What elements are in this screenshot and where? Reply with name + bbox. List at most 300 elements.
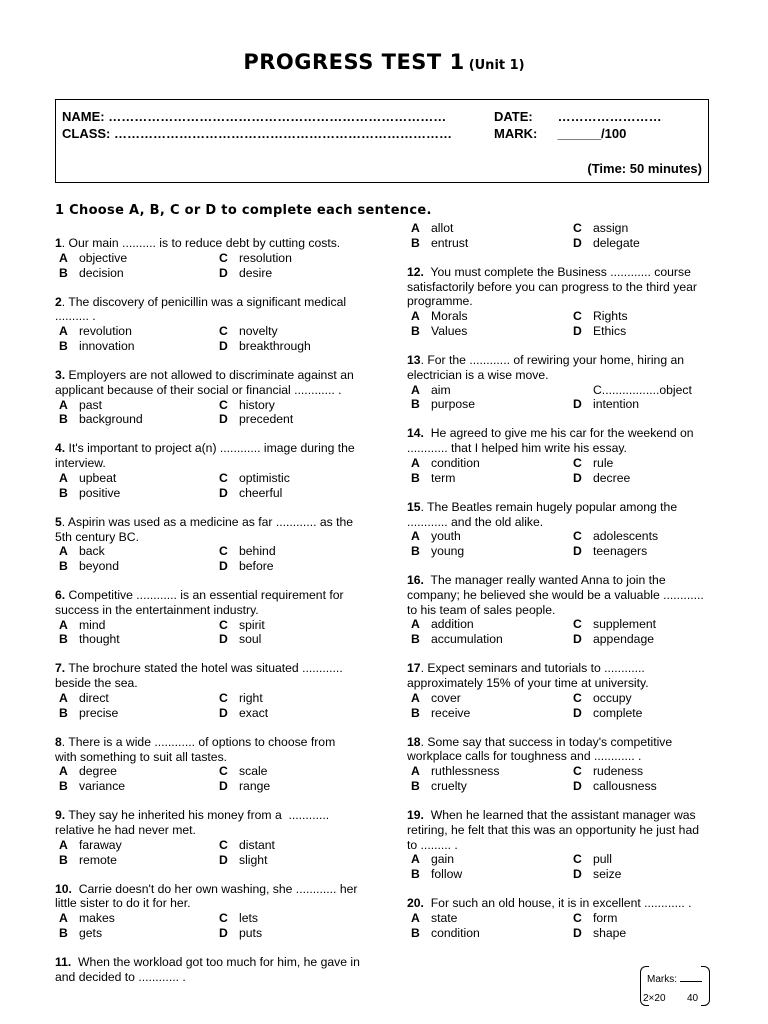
- question-stem: [407, 500, 707, 530]
- option-a[interactable]: [55, 471, 215, 486]
- question-item: [407, 265, 707, 339]
- option-text: C.................object: [593, 382, 692, 397]
- question-number: 9.: [55, 808, 66, 823]
- option-c[interactable]: [569, 911, 709, 926]
- option-c[interactable]: [215, 324, 355, 339]
- option-c[interactable]: [569, 852, 709, 867]
- question-item: [407, 896, 707, 940]
- option-text: remote: [79, 852, 117, 867]
- option-c[interactable]: [215, 764, 355, 779]
- option-c[interactable]: [569, 617, 709, 632]
- option-text: assign: [593, 221, 629, 235]
- option-text: thought: [79, 632, 120, 647]
- option-b[interactable]: [55, 559, 215, 574]
- time-limit: (Time: 50 minutes): [587, 161, 702, 176]
- question-item: [55, 661, 360, 720]
- question-text: . Aspirin was used as a medicine as far ............ as the 5th century BC.: [55, 514, 357, 544]
- question-number: 1: [55, 236, 62, 250]
- option-c[interactable]: [215, 618, 355, 633]
- option-c[interactable]: [215, 398, 355, 413]
- option-c[interactable]: [569, 456, 709, 471]
- option-letter: D: [219, 852, 228, 867]
- option-d[interactable]: [569, 544, 709, 559]
- option-letter: C: [573, 455, 582, 470]
- question-text: For such an old house, it is in excellent ............ .: [423, 896, 692, 911]
- question-item: [407, 353, 707, 412]
- answer-options: [55, 324, 360, 354]
- question-stem: [407, 426, 707, 456]
- option-text: variance: [79, 779, 126, 794]
- option-text: exact: [239, 705, 269, 720]
- class-row: [62, 126, 452, 141]
- question-number: 16.: [407, 573, 424, 588]
- option-a[interactable]: [407, 383, 569, 398]
- page-title: [0, 50, 768, 74]
- option-b[interactable]: [407, 397, 569, 412]
- option-letter: D: [573, 779, 582, 794]
- option-b[interactable]: [55, 412, 215, 427]
- question-number: 6.: [55, 588, 66, 603]
- option-letter: C: [573, 910, 582, 925]
- option-text: precise: [79, 705, 119, 720]
- option-d[interactable]: [569, 779, 709, 794]
- option-c[interactable]: [215, 471, 355, 486]
- question-item: [55, 515, 360, 574]
- question-item: [55, 735, 360, 794]
- answer-options: [407, 309, 707, 339]
- option-d[interactable]: [215, 266, 355, 281]
- option-letter: A: [411, 309, 420, 324]
- option-b[interactable]: [55, 779, 215, 794]
- option-a[interactable]: [407, 617, 569, 632]
- option-d[interactable]: [569, 471, 709, 486]
- option-text: addition: [431, 617, 474, 632]
- option-letter: D: [573, 705, 582, 720]
- option-letter: A: [411, 764, 420, 779]
- marks-label: Marks:: [647, 974, 677, 985]
- question-text: When he learned that the assistant manager was retiring, he felt that this was an opportunity he just had to ......... .: [407, 808, 703, 852]
- class-label: CLASS:: [62, 126, 111, 141]
- option-text: adolescents: [593, 529, 659, 544]
- option-letter: D: [219, 632, 228, 647]
- question-item: [55, 882, 360, 941]
- answer-options: [407, 911, 707, 941]
- answer-options: [55, 251, 360, 281]
- option-text: makes: [79, 911, 115, 926]
- name-label: NAME:: [62, 109, 105, 124]
- question-item: [407, 573, 707, 647]
- option-text: pull: [593, 852, 612, 867]
- option-c[interactable]: [215, 838, 355, 853]
- option-text: decree: [593, 470, 631, 485]
- name-row: [62, 109, 446, 124]
- option-letter: B: [59, 705, 68, 720]
- question-number: 17: [407, 661, 421, 676]
- option-letter: A: [411, 382, 420, 397]
- option-letter: A: [59, 617, 68, 632]
- option-text: rudeness: [593, 764, 644, 779]
- option-text: breakthrough: [239, 338, 311, 353]
- option-text: condition: [431, 925, 480, 940]
- option-letter: B: [411, 632, 420, 647]
- option-text: range: [239, 779, 271, 794]
- question-text: The manager really wanted Anna to join the company; he believed she would be a valuable ............ to his team of sales people.: [407, 573, 708, 617]
- option-letter: C: [219, 764, 228, 779]
- option-a[interactable]: [407, 221, 569, 236]
- question-stem: [55, 368, 360, 398]
- date-field[interactable]: ……………………: [557, 109, 662, 124]
- option-letter: B: [411, 705, 420, 720]
- option-a[interactable]: [55, 691, 215, 706]
- option-d[interactable]: [215, 559, 355, 574]
- question-text: Employers are not allowed to discriminate against an applicant because of their social or financial ............ .: [55, 367, 358, 397]
- option-c[interactable]: [569, 691, 709, 706]
- question-number: 20.: [407, 896, 424, 911]
- unit-label: (Unit 1): [468, 58, 525, 73]
- question-stem: [55, 882, 360, 912]
- marks-blank[interactable]: [680, 981, 702, 982]
- answer-options: [407, 764, 707, 794]
- option-d[interactable]: [569, 324, 709, 339]
- question-stem: [55, 735, 360, 765]
- option-letter: A: [411, 221, 420, 235]
- option-a[interactable]: [55, 838, 215, 853]
- marks-total: 40: [687, 993, 699, 1004]
- option-text: novelty: [239, 324, 278, 339]
- option-letter: D: [573, 323, 582, 338]
- option-b[interactable]: [407, 471, 569, 486]
- option-letter: D: [219, 925, 228, 940]
- answer-options: [55, 911, 360, 941]
- question-text: . Expect seminars and tutorials to ............ approximately 15% of your time at university.: [407, 661, 649, 691]
- option-b[interactable]: [407, 236, 569, 251]
- question-text: When the workload got too much for him, he gave in and decided to ............ .: [55, 954, 364, 984]
- option-text: optimistic: [239, 470, 290, 485]
- option-d[interactable]: [215, 632, 355, 647]
- left-question-column: [55, 236, 364, 999]
- question-text: It's important to project a(n) ............ image during the interview.: [55, 441, 359, 471]
- option-letter: A: [411, 529, 420, 544]
- section-instruction: 1 Choose A, B, C or D to complete each sentence.: [55, 203, 432, 218]
- option-text: aim: [431, 382, 451, 397]
- option-letter: A: [411, 617, 420, 632]
- test-title: PROGRESS TEST 1: [243, 50, 465, 74]
- question-stem: [407, 573, 707, 617]
- option-a[interactable]: [55, 618, 215, 633]
- option-c[interactable]: [569, 764, 709, 779]
- option-d[interactable]: [215, 486, 355, 501]
- option-text: Morals: [431, 309, 468, 324]
- option-text: allot: [431, 221, 454, 235]
- option-text: soul: [239, 632, 262, 647]
- option-text: history: [239, 397, 275, 412]
- class-field[interactable]: ……………………………………………………………………: [114, 126, 453, 141]
- question-text: . The Beatles remain hugely popular among the ............ and the old alike.: [407, 499, 681, 529]
- option-text: appendage: [593, 632, 655, 647]
- question-stem: [407, 808, 707, 852]
- option-a[interactable]: [55, 544, 215, 559]
- option-a[interactable]: [407, 852, 569, 867]
- option-text: innovation: [79, 338, 135, 353]
- option-c[interactable]: [569, 383, 709, 398]
- question-text: . For the ............ of rewiring your home, hiring an electrician is a wise move.: [407, 352, 688, 382]
- option-b[interactable]: [407, 867, 569, 882]
- answer-options: [55, 618, 360, 648]
- option-letter: B: [411, 470, 420, 485]
- option-letter: B: [59, 485, 68, 500]
- option-letter: B: [411, 323, 420, 338]
- option-text: beyond: [79, 559, 119, 574]
- answer-options: [407, 221, 707, 251]
- option-a[interactable]: [407, 911, 569, 926]
- option-letter: A: [411, 455, 420, 470]
- question-number: 13: [407, 352, 421, 367]
- question-item: [407, 500, 707, 559]
- option-text: behind: [239, 544, 276, 559]
- option-text: degree: [79, 764, 117, 779]
- marks-calc: 2×20: [643, 993, 666, 1004]
- option-letter: B: [411, 235, 420, 250]
- option-b[interactable]: [407, 706, 569, 721]
- option-a[interactable]: [55, 324, 215, 339]
- option-text: follow: [431, 867, 463, 882]
- option-text: direct: [79, 691, 109, 706]
- question-text: Competitive ............ is an essential requirement for success in the entertainment industry.: [55, 588, 347, 617]
- question-stem: [55, 954, 364, 985]
- option-text: receive: [431, 705, 471, 720]
- question-stem: [407, 735, 707, 765]
- option-text: state: [431, 910, 458, 925]
- question-number: 10.: [55, 881, 72, 896]
- option-c[interactable]: [569, 529, 709, 544]
- name-field[interactable]: ……………………………………………………………………: [108, 109, 447, 124]
- option-letter: A: [59, 397, 68, 412]
- option-b[interactable]: [407, 632, 569, 647]
- option-b[interactable]: [55, 853, 215, 868]
- option-letter: A: [59, 470, 68, 485]
- question-stem: [55, 441, 360, 471]
- option-letter: A: [411, 852, 420, 867]
- option-text: seize: [593, 867, 622, 882]
- option-d[interactable]: [569, 867, 709, 882]
- option-b[interactable]: [407, 544, 569, 559]
- option-b[interactable]: [55, 706, 215, 721]
- option-text: cruelty: [431, 779, 467, 794]
- option-a[interactable]: [407, 309, 569, 324]
- option-c[interactable]: [215, 544, 355, 559]
- option-letter: D: [573, 235, 582, 250]
- answer-options: [407, 617, 707, 647]
- option-text: desire: [239, 265, 273, 280]
- marks-box: [640, 966, 710, 1006]
- option-b[interactable]: [407, 926, 569, 941]
- option-d[interactable]: [569, 236, 709, 251]
- option-b[interactable]: [407, 779, 569, 794]
- question-item: [55, 441, 360, 500]
- option-text: cover: [431, 690, 461, 705]
- option-d[interactable]: [569, 397, 709, 412]
- option-letter: A: [59, 911, 68, 926]
- marks-label-row: [647, 974, 702, 985]
- option-b[interactable]: [55, 339, 215, 354]
- option-text: supplement: [593, 617, 657, 632]
- option-letter: D: [573, 925, 582, 940]
- option-text: distant: [239, 837, 275, 852]
- question-stem: [55, 295, 360, 325]
- option-c[interactable]: [215, 691, 355, 706]
- option-letter: C: [573, 852, 582, 867]
- option-c[interactable]: [215, 251, 355, 266]
- option-a[interactable]: [55, 398, 215, 413]
- question-item: [407, 221, 707, 251]
- option-a[interactable]: [55, 764, 215, 779]
- option-b[interactable]: [55, 632, 215, 647]
- option-letter: D: [573, 470, 582, 485]
- option-c[interactable]: [569, 309, 709, 324]
- option-letter: C: [219, 470, 228, 485]
- option-d[interactable]: [215, 853, 355, 868]
- option-letter: D: [219, 338, 228, 353]
- question-stem: [55, 236, 360, 251]
- option-letter: B: [59, 779, 68, 794]
- option-b[interactable]: [407, 324, 569, 339]
- option-letter: C: [219, 691, 228, 706]
- question-stem: [407, 353, 707, 383]
- question-number: 11.: [55, 954, 72, 969]
- option-d[interactable]: [215, 926, 355, 941]
- option-a[interactable]: [55, 251, 215, 266]
- option-text: scale: [239, 764, 268, 779]
- option-a[interactable]: [407, 764, 569, 779]
- question-item: [55, 295, 360, 354]
- option-text: positive: [79, 485, 121, 500]
- option-text: ruthlessness: [431, 764, 500, 779]
- option-d[interactable]: [569, 706, 709, 721]
- option-b[interactable]: [55, 486, 215, 501]
- question-item: [55, 808, 360, 867]
- mark-label: MARK:: [494, 126, 538, 141]
- option-text: right: [239, 691, 263, 706]
- option-letter: C: [219, 250, 228, 265]
- question-item: [55, 588, 360, 647]
- option-letter: D: [219, 485, 228, 500]
- option-b[interactable]: [55, 266, 215, 281]
- option-text: objective: [79, 250, 128, 265]
- option-letter: A: [411, 690, 420, 705]
- option-letter: B: [411, 779, 420, 794]
- option-c[interactable]: [569, 221, 709, 236]
- option-letter: C: [573, 690, 582, 705]
- option-letter: B: [411, 867, 420, 882]
- option-letter: C: [573, 309, 582, 324]
- option-b[interactable]: [55, 926, 215, 941]
- option-d[interactable]: [215, 412, 355, 427]
- question-number: 8: [55, 734, 62, 749]
- option-a[interactable]: [407, 529, 569, 544]
- option-letter: B: [59, 265, 68, 280]
- option-d[interactable]: [215, 706, 355, 721]
- option-d[interactable]: [215, 779, 355, 794]
- question-stem: [407, 265, 707, 309]
- option-letter: D: [219, 779, 228, 794]
- option-letter: C: [573, 221, 582, 235]
- option-letter: A: [59, 250, 68, 265]
- answer-options: [407, 529, 707, 559]
- option-text: accumulation: [431, 632, 503, 647]
- option-a[interactable]: [407, 456, 569, 471]
- question-item: [407, 426, 707, 485]
- question-number: 5: [55, 514, 62, 529]
- option-text: callousness: [593, 779, 657, 794]
- option-text: cheerful: [239, 485, 283, 500]
- question-text: . The discovery of penicillin was a significant medical .......... .: [55, 294, 350, 324]
- question-stem: [55, 588, 360, 618]
- option-letter: A: [59, 691, 68, 706]
- answer-options: [407, 691, 707, 721]
- option-a[interactable]: [55, 911, 215, 926]
- option-letter: B: [59, 338, 68, 353]
- answer-options: [55, 398, 360, 428]
- question-number: 3.: [55, 367, 66, 382]
- option-text: before: [239, 559, 274, 574]
- option-letter: B: [411, 925, 420, 940]
- option-letter: B: [411, 397, 420, 412]
- question-number: 2: [55, 294, 62, 309]
- question-item: [407, 735, 707, 794]
- question-item: [407, 661, 707, 720]
- option-d[interactable]: [569, 926, 709, 941]
- option-text: young: [431, 544, 465, 559]
- option-letter: B: [59, 925, 68, 940]
- option-c[interactable]: [215, 911, 355, 926]
- option-text: resolution: [239, 250, 292, 265]
- option-text: occupy: [593, 690, 632, 705]
- question-item: [55, 368, 360, 427]
- mark-field[interactable]: ______/100: [557, 126, 627, 141]
- option-letter: B: [411, 544, 420, 559]
- question-number: 15: [407, 499, 421, 514]
- option-text: complete: [593, 705, 643, 720]
- option-letter: B: [59, 632, 68, 647]
- date-row: [494, 109, 662, 124]
- question-number: 12.: [407, 264, 424, 279]
- answer-options: [407, 456, 707, 486]
- option-letter: C: [219, 397, 228, 412]
- option-letter: C: [219, 324, 228, 339]
- question-text: They say he inherited his money from a ............ relative he had never met.: [55, 808, 333, 837]
- option-d[interactable]: [215, 339, 355, 354]
- answer-options: [55, 838, 360, 868]
- question-text: . Our main .......... is to reduce debt by cutting costs.: [61, 236, 341, 250]
- option-letter: D: [573, 544, 582, 559]
- question-text: You must complete the Business ............ course satisfactorily before you can progress to the third year programme.: [407, 264, 701, 309]
- option-letter: D: [573, 397, 582, 412]
- option-text: back: [79, 544, 105, 559]
- option-d[interactable]: [569, 632, 709, 647]
- question-number: 4.: [55, 441, 66, 456]
- answer-options: [407, 383, 707, 413]
- option-text: rule: [593, 455, 614, 470]
- option-text: precedent: [239, 412, 294, 427]
- question-stem: [407, 896, 707, 911]
- option-text: gain: [431, 852, 455, 867]
- option-text: condition: [431, 455, 480, 470]
- marks-bracket-right: [701, 966, 710, 1006]
- option-text: Rights: [593, 309, 628, 324]
- option-letter: C: [573, 764, 582, 779]
- option-a[interactable]: [407, 691, 569, 706]
- option-text: revolution: [79, 324, 132, 339]
